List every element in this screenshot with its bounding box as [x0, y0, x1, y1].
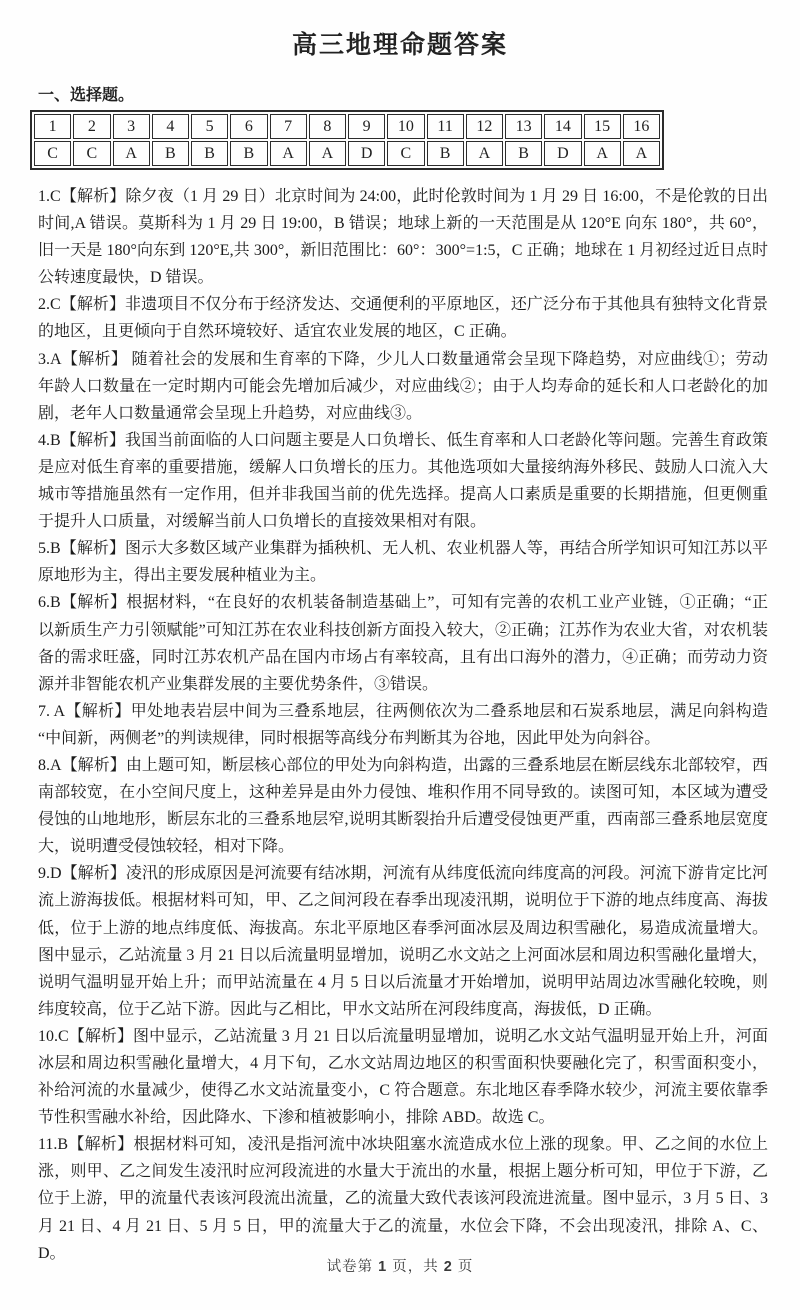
explanations-section — [38, 183, 768, 1267]
explanation-text: 图示大多数区域产业集群为插秧机、无人机、农业机器人等，再结合所学知识可知江苏以平原地形为主，得出主要发展种植业为主。 — [38, 540, 768, 585]
answer-label: 8.A — [38, 756, 62, 774]
question-number-cell: 9 — [348, 114, 385, 139]
analysis-tag: 【解析】 — [68, 1027, 134, 1045]
question-number-cell: 8 — [309, 114, 346, 139]
question-number-cell: 11 — [427, 114, 464, 139]
answer-table — [30, 110, 664, 170]
answer-label: 10.C — [38, 1027, 69, 1045]
answer-cell: A — [309, 141, 346, 166]
analysis-tag: 【解析】 — [65, 702, 131, 720]
analysis-tag: 【解析】 — [60, 188, 126, 205]
answer-cell: C — [387, 141, 424, 166]
explanation-text: 除夕夜（1 月 29 日）北京时间为 24:00，此时伦敦时间为 1 月 29 日 16:00，不是伦敦的日出时间,A 错误。莫斯科为 1 月 29 日 19:00，B 错误；地球上新的一天范围是从 120°E 向东 180°，共 60°，旧一天是 180°向东到 120°E,共 300°，新旧范围比：60°：300°=1:5，C 正确；地球在 1 月初经过近日点时公转速度最快，D 错误。 — [38, 188, 768, 287]
answer-label: 7. A — [38, 702, 66, 720]
question-number-cell: 16 — [623, 114, 660, 139]
analysis-tag: 【解析】 — [60, 594, 127, 612]
footer-prefix: 试卷第 — [326, 1259, 379, 1275]
answer-label: 2.C — [38, 296, 61, 314]
question-number-cell: 7 — [270, 114, 307, 139]
answer-cell: B — [191, 141, 228, 166]
question-number-cell: 12 — [466, 114, 503, 139]
explanation-paragraph — [38, 291, 768, 345]
question-number-cell: 15 — [584, 114, 621, 139]
analysis-tag: 【解析】 — [61, 865, 126, 883]
explanation-text: 非遗项目不仅分布于经济发达、交通便利的平原地区，还广泛分布于其他具有独特文化背景的地区，且更倾向于自然环境较好、适宜农业发展的地区，C 正确。 — [38, 296, 768, 341]
explanation-paragraph — [38, 1023, 768, 1131]
explanation-text: 我国当前面临的人口问题主要是人口负增长、低生育率和人口老龄化等问题。完善生育政策是应对低生育率的重要措施，缓解人口负增长的压力。其他选项如大量接纳海外移民、鼓励人口流入大城市等措施虽然有一定作用，但并非我国当前的优先选择。提高人口素质是重要的长期措施，但更侧重于提升人口质量，对缓解当前人口负增长的直接效果相对有限。 — [38, 431, 768, 531]
question-number-cell: 2 — [73, 114, 110, 139]
explanation-text: 甲处地表岩层中间为三叠系地层，往两侧依次为二叠系地层和石炭系地层，满足向斜构造“中间新，两侧老”的判读规律，同时根据等高线分布判断其为谷地，因此甲处为向斜谷。 — [38, 702, 768, 747]
question-number-cell: 6 — [230, 114, 267, 139]
answer-cell: B — [152, 141, 189, 166]
question-number-cell: 1 — [34, 114, 71, 139]
explanation-text: 根据材料可知，凌汛是指河流中冰块阻塞水流造成水位上涨的现象。甲、乙之间的水位上涨，则甲、乙之间发生凌汛时应河段流进的水量大于流出的水量，根据上题分析可知，甲位于下游，乙位于上游，甲的流量代表该河段流出流量，乙的流量大致代表该河段流进流量。图中显示，3 月 5 日、3 月 21 日、4 月 21 日、5 月 5 日，甲的流量大于乙的流量，水位会下降，不会出现凌汛，排除 A、C、D。 — [38, 1136, 768, 1262]
answer-label: 5.B — [38, 540, 61, 558]
explanation-text: 随着社会的发展和生育率的下降，少儿人口数量通常会呈现下降趋势，对应曲线①；劳动年龄人口数量在一定时期内可能会先增加后减少，对应曲线②；由于人均寿命的延长和人口老龄化的加剧，老年人口数量通常会呈现上升趋势，对应曲线③。 — [38, 350, 768, 422]
answer-cell: B — [505, 141, 542, 166]
answer-cell: D — [544, 141, 581, 166]
answer-cell: A — [270, 141, 307, 166]
footer-middle: 页，共 — [387, 1259, 444, 1275]
question-number-cell: 14 — [544, 114, 581, 139]
answer-label: 3.A — [38, 350, 62, 368]
page-title: 高三地理命题答案 — [291, 32, 508, 59]
answer-cell: D — [348, 141, 385, 166]
explanation-text: 由上题可知，断层核心部位的甲处为向斜构造，出露的三叠系地层在断层线东北部较窄，西南部较宽，在小空间尺度上，这种差异是由外力侵蚀、堆积作用不同导致的。读图可知，本区域为遭受侵蚀的山地地形，断层东北的三叠系地层窄,说明其断裂抬升后遭受侵蚀更严重，西南部三叠系地层宽度大，说明遭受侵蚀较轻，相对下降。 — [38, 756, 768, 856]
explanation-paragraph — [38, 698, 768, 752]
question-number-row — [34, 114, 660, 139]
question-number-cell: 3 — [113, 114, 150, 139]
answer-label: 1.C — [38, 188, 61, 205]
answer-cell: B — [427, 141, 464, 166]
analysis-tag: 【解析】 — [61, 350, 128, 368]
answer-cell: A — [113, 141, 150, 166]
section-heading: 一、选择题。 — [38, 87, 135, 104]
answer-cell: B — [230, 141, 267, 166]
footer-suffix: 页 — [452, 1259, 474, 1275]
answer-cell: A — [466, 141, 503, 166]
answer-cell: C — [73, 141, 110, 166]
answer-row — [34, 141, 660, 166]
explanation-text: 图中显示，乙站流量 3 月 21 日以后流量明显增加，说明乙水文站气温明显开始上升，河面冰层和周边积雪融化量增大，4 月下旬，乙水文站周边地区的积雪面积快要融化完了，积雪面积变小，补给河流的水量减少，使得乙水文站流量变小，C 符合题意。东北地区春季降水较少，河流主要依靠季节性积雪融水补给，因此降水、下渗和植被影响小，排除 ABD。故选 C。 — [38, 1027, 768, 1127]
answer-cell: A — [623, 141, 660, 166]
analysis-tag: 【解析】 — [61, 756, 126, 774]
explanation-paragraph — [38, 535, 768, 589]
explanation-text: 凌汛的形成原因是河流要有结冰期，河流有从纬度低流向纬度高的河段。河流下游肯定比河流上游海拔低。根据材料可知，甲、乙之间河段在春季出现凌汛期，说明位于下游的地点纬度高、海拔低，位于上游的地点纬度低、海拔高。东北平原地区春季河面冰层及周边积雪融化，易造成流量增大。图中显示，乙站流量 3 月 21 日以后流量明显增加，说明乙水文站之上河面冰层和周边积雪融化量增大，说明气温明显开始上升；而甲站流量在 4 月 5 日以后流量才开始增加，说明甲站周边冰雪融化较晚，则纬度较高，位于乙站下游。因此与乙相比，甲水文站所在河段纬度高，海拔低，D 正确。 — [38, 865, 768, 1018]
question-number-cell: 10 — [387, 114, 424, 139]
footer-total-pages: 2 — [443, 1259, 453, 1275]
explanation-paragraph — [38, 183, 768, 291]
question-number-cell: 5 — [191, 114, 228, 139]
answer-label: 9.D — [38, 865, 62, 883]
answer-label: 6.B — [38, 594, 61, 612]
explanation-paragraph — [38, 1131, 768, 1266]
page-footer — [0, 1255, 800, 1276]
answer-label: 4.B — [38, 431, 61, 449]
question-number-cell: 4 — [152, 114, 189, 139]
explanation-paragraph — [38, 589, 768, 697]
analysis-tag: 【解析】 — [60, 296, 126, 314]
analysis-tag: 【解析】 — [60, 540, 126, 558]
explanation-paragraph — [38, 427, 768, 535]
answer-label: 11.B — [38, 1136, 69, 1154]
explanation-paragraph — [38, 752, 768, 860]
explanation-text: 根据材料，“在良好的农机装备制造基础上”，可知有完善的农机工业产业链，①正确；“正以新质生产力引领赋能”可知江苏在农业科技创新方面投入较大，②正确；江苏作为农业大省，对农机装备的需求旺盛，同时江苏农机产品在国内市场占有率较高，且有出口海外的潜力，④正确；而劳动力资源并非智能农机产业集群发展的主要优势条件，③错误。 — [38, 594, 768, 693]
answer-cell: C — [34, 141, 71, 166]
analysis-tag: 【解析】 — [68, 1136, 134, 1154]
analysis-tag: 【解析】 — [60, 431, 126, 449]
question-number-cell: 13 — [505, 114, 542, 139]
footer-page-number: 1 — [378, 1259, 388, 1275]
explanation-paragraph — [38, 860, 768, 1023]
explanation-paragraph — [38, 346, 768, 427]
answer-cell: A — [584, 141, 621, 166]
